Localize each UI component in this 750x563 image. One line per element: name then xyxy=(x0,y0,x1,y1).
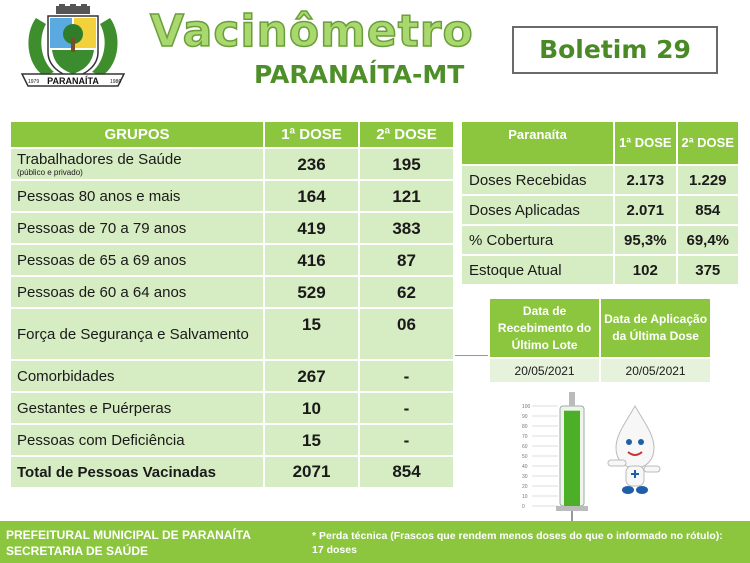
crest-year-left: 1979 xyxy=(28,79,40,85)
summary-label: % Cobertura xyxy=(461,225,614,255)
group-dose1: 10 xyxy=(264,392,359,424)
syringe-base xyxy=(556,506,588,511)
group-label: Pessoas de 60 a 64 anos xyxy=(10,276,264,308)
group-label: Pessoas 80 anos e mais xyxy=(10,180,264,212)
syringe-needle xyxy=(571,511,573,521)
group-label xyxy=(10,148,264,180)
syringe-fill-level xyxy=(564,411,580,506)
table-row xyxy=(10,276,454,308)
group-dose1: 164 xyxy=(264,180,359,212)
gauge-tick-label: 80 xyxy=(522,424,528,430)
summary-label: Estoque Atual xyxy=(461,255,614,285)
group-label: Pessoas de 70 a 79 anos xyxy=(10,212,264,244)
gauge-tick-label: 90 xyxy=(522,414,528,420)
table-row xyxy=(10,424,454,456)
crest-year-right: 1986 xyxy=(110,79,122,85)
last-batch-received-header: Data de Recebimento do Último Lote xyxy=(489,298,600,358)
summary-header-row xyxy=(461,121,739,165)
groups-table xyxy=(9,120,455,489)
summary-dose2: 69,4% xyxy=(677,225,739,255)
group-label-text: Trabalhadores de Saúde xyxy=(17,151,182,168)
last-dose-applied-header: Data de Aplicação da Última Dose xyxy=(600,298,711,358)
total-row xyxy=(10,456,454,488)
table-row xyxy=(10,392,454,424)
gauge-tick-label: 10 xyxy=(522,494,528,500)
group-dose2: 383 xyxy=(359,212,454,244)
group-note: (público e privado) xyxy=(17,168,83,177)
table-row xyxy=(10,212,454,244)
summary-dose2: 854 xyxy=(677,195,739,225)
group-label: Comorbidades xyxy=(10,360,264,392)
bulletin-badge: Boletim 29 xyxy=(512,26,718,74)
gauge-tick-label: 0 xyxy=(522,504,525,510)
summary-row xyxy=(461,225,739,255)
last-dose-applied-date: 20/05/2021 xyxy=(600,358,711,383)
group-label: Pessoas de 65 a 69 anos xyxy=(10,244,264,276)
gauge-tick-label: 50 xyxy=(522,454,528,460)
table-row xyxy=(10,360,454,392)
footer-note-line1: * Perda técnica (Frascos que rendem menos doses do que o informado no rótulo): xyxy=(312,530,723,542)
group-dose2: - xyxy=(359,424,454,456)
summary-header-dose1: 1ª DOSE xyxy=(614,121,676,165)
group-dose1: 236 xyxy=(264,148,359,180)
divider-line xyxy=(455,355,489,356)
group-dose2: 06 xyxy=(359,308,454,360)
groups-header-dose2: 2ª DOSE xyxy=(359,121,454,148)
municipal-crest-logo xyxy=(14,4,132,96)
summary-dose1: 95,3% xyxy=(614,225,676,255)
crest-name-text: PARANAÍTA xyxy=(47,76,99,86)
footer-note-line2: 17 doses xyxy=(312,544,357,556)
footer-line1: PREFEITURAL MUNICIPAL DE PARANAÍTA xyxy=(6,528,251,542)
group-dose1: 419 xyxy=(264,212,359,244)
summary-row xyxy=(461,195,739,225)
summary-dose2: 1.229 xyxy=(677,165,739,195)
summary-header-label: Paranaíta xyxy=(461,121,614,165)
group-dose1: 267 xyxy=(264,360,359,392)
syringe-plunger xyxy=(569,392,575,406)
summary-label: Doses Aplicadas xyxy=(461,195,614,225)
group-dose2: 87 xyxy=(359,244,454,276)
group-label: Pessoas com Deficiência xyxy=(10,424,264,456)
summary-header-dose2: 2ª DOSE xyxy=(677,121,739,165)
dates-table xyxy=(488,297,712,384)
group-dose2: - xyxy=(359,392,454,424)
page-subtitle: PARANAÍTA-MT xyxy=(254,60,465,89)
gauge-tick-label: 100 xyxy=(522,404,531,410)
gauge-tick-label: 30 xyxy=(522,474,528,480)
groups-table-header-row xyxy=(10,121,454,148)
gauge-tick-label: 20 xyxy=(522,484,528,490)
summary-row xyxy=(461,165,739,195)
footer-note xyxy=(312,529,744,557)
page-title: Vacinômetro xyxy=(150,6,474,57)
total-label: Total de Pessoas Vacinadas xyxy=(10,456,264,488)
summary-dose2: 375 xyxy=(677,255,739,285)
group-dose2: 62 xyxy=(359,276,454,308)
group-dose2: 121 xyxy=(359,180,454,212)
summary-dose1: 2.071 xyxy=(614,195,676,225)
summary-row xyxy=(461,255,739,285)
dates-value-row xyxy=(489,358,711,383)
table-row xyxy=(10,308,454,360)
groups-header-label: GRUPOS xyxy=(10,121,264,148)
footer-bar xyxy=(0,521,750,563)
group-label: Força de Segurança e Salvamento xyxy=(10,308,264,360)
footer-line2: SECRETARIA DE SAÚDE xyxy=(6,544,149,558)
table-row xyxy=(10,148,454,180)
gauge-tick-label: 70 xyxy=(522,434,528,440)
summary-table xyxy=(460,120,740,286)
summary-dose1: 102 xyxy=(614,255,676,285)
groups-header-dose1: 1ª DOSE xyxy=(264,121,359,148)
total-dose2: 854 xyxy=(359,456,454,488)
group-dose1: 15 xyxy=(264,424,359,456)
gauge-tick-label: 60 xyxy=(522,444,528,450)
group-dose1: 15 xyxy=(264,308,359,360)
last-batch-received-date: 20/05/2021 xyxy=(489,358,600,383)
gauge-tick-label: 40 xyxy=(522,464,528,470)
gauge-ticks xyxy=(522,404,558,510)
footer-institution xyxy=(6,527,251,559)
table-row xyxy=(10,244,454,276)
total-dose1: 2071 xyxy=(264,456,359,488)
vaccine-mascot-icon xyxy=(604,404,666,496)
summary-dose1: 2.173 xyxy=(614,165,676,195)
group-label: Gestantes e Puérperas xyxy=(10,392,264,424)
table-row xyxy=(10,180,454,212)
group-dose1: 529 xyxy=(264,276,359,308)
group-dose2: - xyxy=(359,360,454,392)
summary-label: Doses Recebidas xyxy=(461,165,614,195)
group-dose1: 416 xyxy=(264,244,359,276)
dates-header-row xyxy=(489,298,711,358)
group-dose2: 195 xyxy=(359,148,454,180)
